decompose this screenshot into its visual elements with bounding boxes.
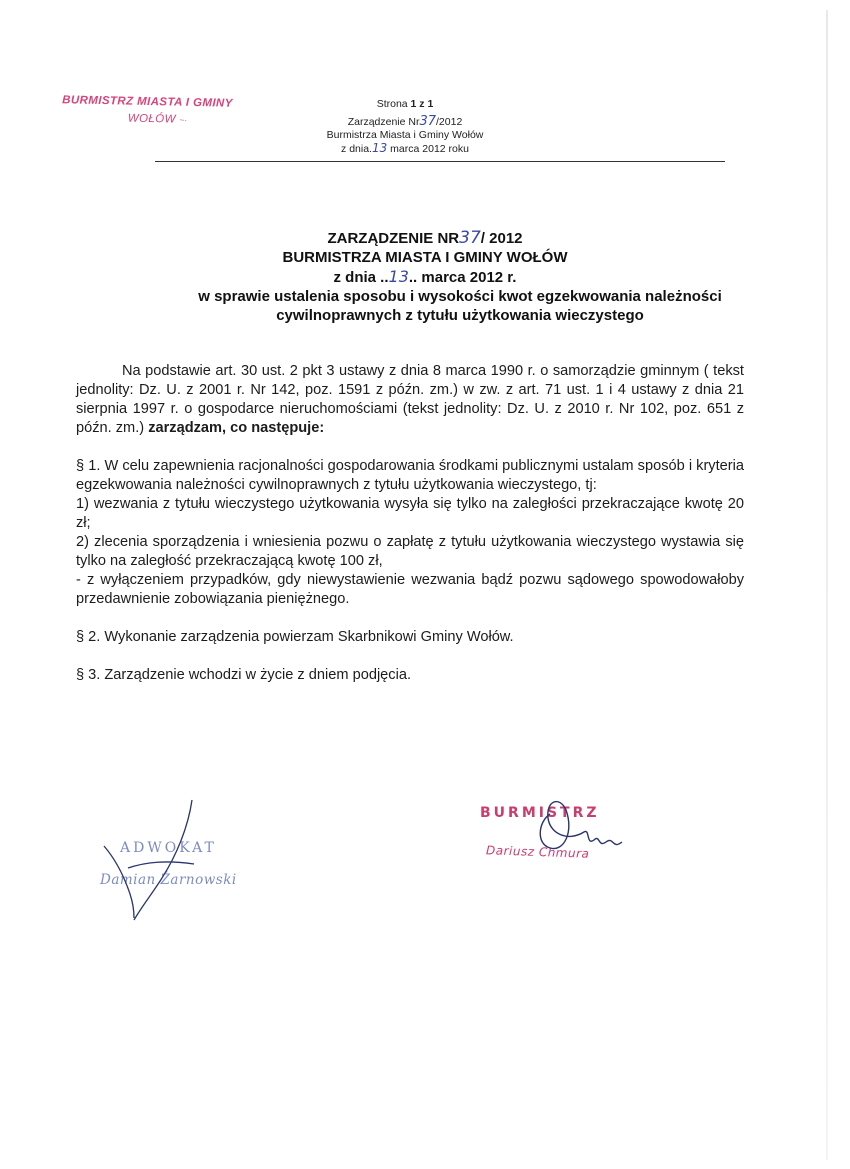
mayor-stamp-name: Dariusz Chmura (485, 843, 590, 861)
lawyer-stamp-title: ADWOKAT (120, 840, 217, 856)
document-body (76, 362, 744, 685)
document-title (60, 229, 790, 325)
handwritten-day: 13 (388, 267, 409, 286)
office-stamp-line2: WOŁÓW ~· (127, 112, 188, 126)
mayor-signature (528, 792, 638, 862)
intro-paragraph: Na podstawie art. 30 ust. 2 pkt 3 ustawy z dnia 8 marca 1990 r. o samorządzie gminnym ( tekst jednolity: Dz. U. z 2001 r. Nr 142, poz. 1591 z późn. zm.) w zw. z art. 71 ust. 1 i 4 ustawy z dnia 21 sierpnia 1997 r. o gospodarce nieruchomościami (tekst jednolity: Dz. U. z 2010 r. Nr 102, poz. 651 z późn. zm.) zarządzam, co następuje: (76, 363, 744, 436)
handwritten-number: 37 (459, 228, 481, 248)
page-number: Strona 1 z 1 (376, 98, 434, 110)
title-line3: z dnia ..13.. marca 2012 r. (333, 267, 517, 286)
page-header (300, 98, 510, 156)
lawyer-stamp-name: Damian Żarnowski (100, 872, 237, 888)
section-2: § 2. Wykonanie zarządzenia powierzam Skarbnikowi Gminy Wołów. (76, 629, 514, 645)
office-stamp-line1: BURMISTRZ MIASTA I GMINY (62, 94, 233, 110)
office-stamp (62, 94, 233, 127)
header-divider (155, 161, 725, 162)
handwritten-number: 37 (419, 114, 437, 129)
title-line1: ZARZĄDZENIE NR37/ 2012 (327, 228, 523, 248)
section-1-item-2: 2) zlecenia sporządzenia i wniesienia pozwu o zapłatę z tytułu użytkowania wieczystego wystawia się tylko na zaległość przekraczającą kwotę 100 zł, (76, 534, 744, 569)
section-1-item-3: - z wyłączeniem przypadków, gdy niewystawienie wezwania bądź pozwu sądowego spowodowałoby przedawnienie zobowiązania pieniężnego. (76, 572, 744, 607)
header-line2: Burmistrza Miasta i Gminy Wołów (326, 129, 484, 141)
header-line1: Zarządzenie Nr37/2012 (347, 114, 463, 129)
section-1: § 1. W celu zapewnienia racjonalności gospodarowania środkami publicznymi ustalam sposób i kryteria egzekwowania należności cywilnoprawnych z tytułu użytkowania wieczystego, tj: (76, 458, 744, 493)
intro-bold: zarządzam, co następuje: (148, 420, 325, 436)
section-3: § 3. Zarządzenie wchodzi w życie z dniem podjęcia. (76, 667, 412, 683)
handwritten-day: 13 (371, 141, 388, 155)
lawyer-signature (96, 798, 206, 928)
header-line3: z dnia.13 marca 2012 roku (341, 141, 469, 155)
section-1-item-1: 1) wezwania z tytułu wieczystego użytkowania wysyła się tylko na zaległości przekraczające kwotę 20 zł; (76, 496, 744, 531)
title-line2: BURMISTRZA MIASTA I GMINY WOŁÓW (282, 249, 568, 266)
scan-edge (826, 10, 828, 1160)
mayor-stamp-title: BURMISTRZ (480, 805, 600, 821)
title-line5: cywilnoprawnych z tytułu użytkowania wieczystego (276, 307, 644, 324)
title-line4: w sprawie ustalenia sposobu i wysokości kwot egzekwowania należności (198, 288, 722, 305)
